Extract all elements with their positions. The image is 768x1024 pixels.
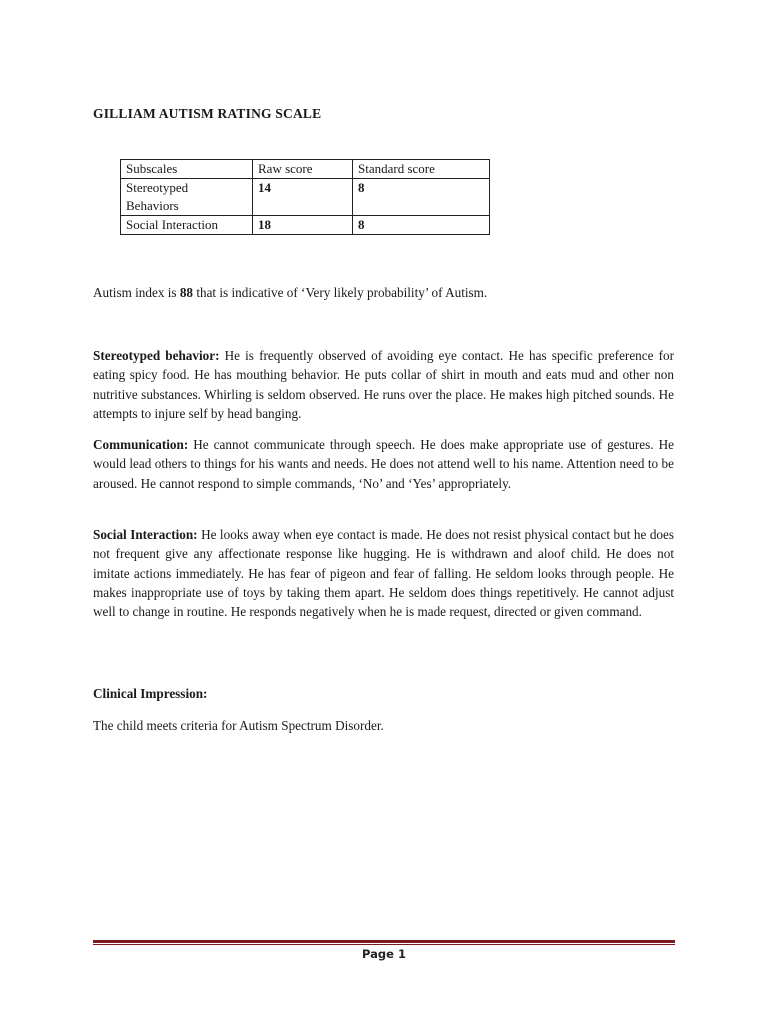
- document-title: GILLIAM AUTISM RATING SCALE: [93, 106, 322, 121]
- subscale-line: Stereotyped: [126, 180, 189, 195]
- scores-table: [120, 159, 490, 235]
- table-cell-subscale: [121, 179, 253, 216]
- autism-index-paragraph: [93, 283, 674, 302]
- footer-rule-thin: [93, 944, 675, 945]
- page-number: Page 1: [362, 947, 406, 961]
- section-stereotyped-behavior: [93, 346, 674, 423]
- clinical-impression-text: The child meets criteria for Autism Spectrum Disorder.: [93, 718, 384, 733]
- table-cell-raw-score: 14: [253, 179, 353, 216]
- table-cell-standard-score: 8: [353, 179, 490, 216]
- table-row: [121, 216, 490, 235]
- section-label: Communication:: [93, 437, 189, 452]
- table-cell-standard-score: 8: [353, 216, 490, 235]
- table-header-cell: Raw score: [253, 160, 353, 179]
- table-row: [121, 179, 490, 216]
- section-label: Social Interaction:: [93, 527, 198, 542]
- section-social-interaction: [93, 525, 674, 621]
- table-header-cell: Standard score: [353, 160, 490, 179]
- table-cell-subscale: Social Interaction: [121, 216, 253, 235]
- section-text: He is frequently observed of avoiding eye contact. He has specific preference for eating spicy food. He has mouthing behavior. He puts collar of shirt in mouth and eats mud and other non nutritive substances. Whirling is seldom observed. He runs over the place. He makes high pitched sounds. He attempts to injure self by head banging.: [93, 348, 674, 421]
- autism-index-suffix: that is indicative of ‘Very likely probability’ of Autism.: [193, 285, 488, 300]
- clinical-impression-heading: Clinical Impression:: [93, 686, 208, 701]
- autism-index-prefix: Autism index is: [93, 285, 180, 300]
- section-communication: [93, 435, 674, 493]
- footer-rule-thick: [93, 940, 675, 943]
- section-label: Stereotyped behavior:: [93, 348, 220, 363]
- section-text: He cannot communicate through speech. He does make appropriate use of gestures. He would lead others to things for his wants and needs. He does not attend well to his name. Attention need to be aroused. He cannot respond to simple commands, ‘No’ and ‘Yes’ appropriately.: [93, 437, 674, 491]
- table-header-row: [121, 160, 490, 179]
- section-text: He looks away when eye contact is made. He does not resist physical contact but he does not frequent give any affectionate response like hugging. He is withdrawn and aloof child. He does not imitate actions immediately. He has fear of pigeon and fear of falling. He seldom looks through people. He makes inappropriate use of toys by taking them apart. He seldom does things repetitively. He cannot adjust well to change in routine. He responds negatively when he is made request, directed or given command.: [93, 527, 674, 620]
- subscale-line: Behaviors: [126, 198, 179, 213]
- footer-rule: [93, 940, 675, 946]
- autism-index-value: 88: [179, 285, 194, 300]
- table-cell-raw-score: 18: [253, 216, 353, 235]
- table-header-cell: Subscales: [121, 160, 253, 179]
